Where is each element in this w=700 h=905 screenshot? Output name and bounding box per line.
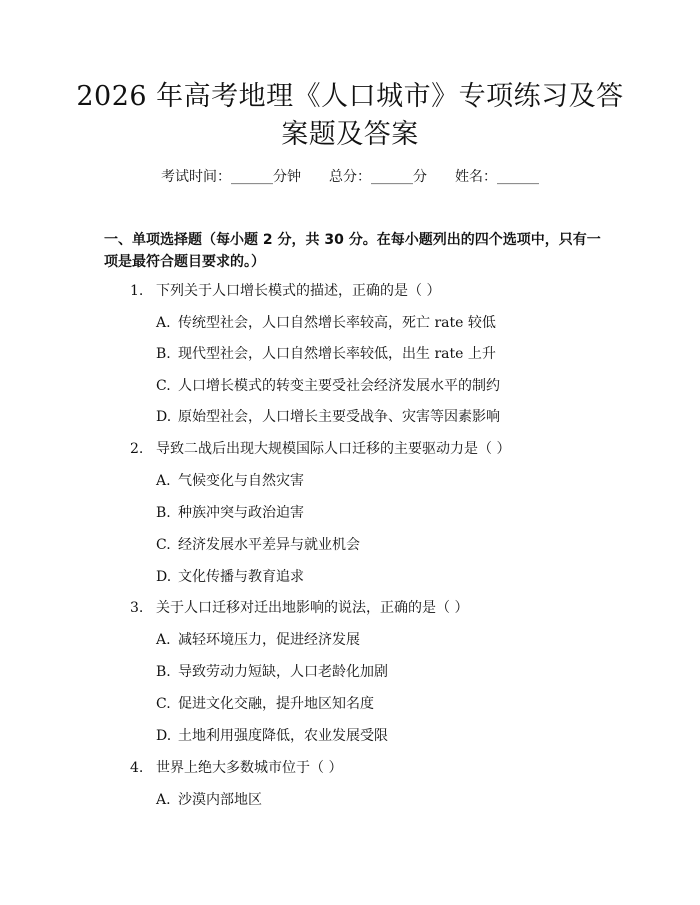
option-label: B. — [156, 346, 171, 362]
option-text: 促进文化交融，提升地区知名度 — [178, 696, 374, 712]
total-score: 总分：______分 — [329, 169, 427, 185]
option-label: D. — [156, 409, 172, 425]
option-label: A. — [156, 473, 171, 489]
option-text: 沙漠内部地区 — [178, 792, 262, 808]
question-1 — [130, 281, 440, 301]
exam-info — [0, 166, 700, 186]
option-text: 现代型社会，人口自然增长率较低，出生 rate 上升 — [178, 346, 496, 362]
student-name: 姓名：______ — [455, 169, 539, 185]
option-3b — [156, 662, 388, 682]
page-title-line1: 2026 年高考地理《人口城市》专项练习及答 — [76, 81, 624, 112]
option-text: 土地利用强度降低，农业发展受限 — [178, 728, 388, 744]
question-number: 2. — [130, 441, 144, 457]
option-text: 文化传播与教育追求 — [178, 569, 304, 585]
option-1a — [156, 313, 496, 333]
option-text: 人口增长模式的转变主要受社会经济发展水平的制约 — [178, 378, 500, 394]
question-number: 3. — [130, 600, 144, 616]
option-label: B. — [156, 664, 171, 680]
option-text: 减轻环境压力，促进经济发展 — [178, 632, 360, 648]
option-text: 原始型社会，人口增长主要受战争、灾害等因素影响 — [178, 409, 500, 425]
section-heading: 一、单项选择题（每小题 2 分，共 30 分。在每小题列出的四个选项中，只有一项是最符合题目要求的。） — [104, 232, 601, 270]
option-label: B. — [156, 505, 171, 521]
question-text: 世界上绝大多数城市位于（ ） — [156, 760, 343, 776]
option-3c — [156, 694, 374, 714]
option-label: C. — [156, 696, 171, 712]
option-text: 种族冲突与政治迫害 — [178, 505, 304, 521]
question-text: 导致二战后出现大规模国际人口迁移的主要驱动力是（ ） — [156, 441, 511, 457]
question-4 — [130, 758, 342, 778]
option-1b — [156, 344, 496, 364]
option-label: A. — [156, 632, 171, 648]
question-3 — [130, 598, 468, 618]
option-1c — [156, 376, 500, 396]
option-1d — [156, 407, 500, 427]
option-label: C. — [156, 537, 171, 553]
option-text: 气候变化与自然灾害 — [178, 473, 304, 489]
option-label: D. — [156, 569, 172, 585]
option-4a — [156, 790, 262, 810]
option-2c — [156, 535, 360, 555]
option-text: 经济发展水平差异与就业机会 — [178, 537, 360, 553]
option-label: C. — [156, 378, 171, 394]
option-text: 传统型社会，人口自然增长率较高，死亡 rate 较低 — [178, 315, 496, 331]
question-2 — [130, 439, 510, 459]
option-3d — [156, 726, 388, 746]
question-text: 下列关于人口增长模式的描述，正确的是（ ） — [156, 283, 441, 299]
option-2a — [156, 471, 304, 491]
option-label: A. — [156, 315, 171, 331]
question-number: 1. — [130, 283, 144, 299]
option-label: D. — [156, 728, 172, 744]
question-number: 4. — [130, 760, 144, 776]
exam-time: 考试时间：______分钟 — [161, 169, 301, 185]
question-text: 关于人口迁移对迁出地影响的说法，正确的是（ ） — [156, 600, 469, 616]
option-2d — [156, 567, 304, 587]
option-3a — [156, 630, 360, 650]
option-text: 导致劳动力短缺，人口老龄化加剧 — [178, 664, 388, 680]
option-2b — [156, 503, 304, 523]
option-label: A. — [156, 792, 171, 808]
page-title-line2: 案题及答案 — [281, 119, 419, 150]
